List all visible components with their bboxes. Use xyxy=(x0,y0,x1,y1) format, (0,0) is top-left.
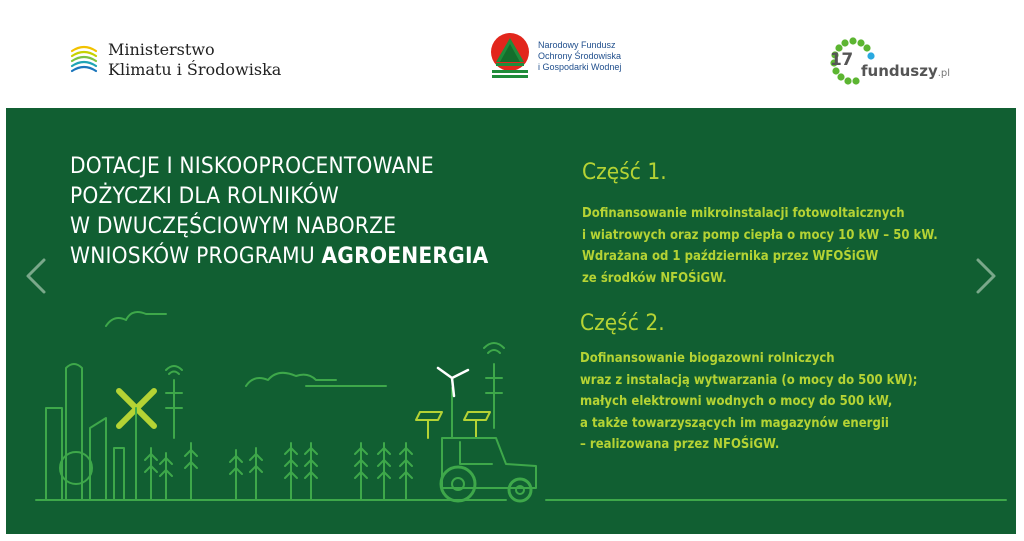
headline-line2: POŻYCZKI DLA ROLNIKÓW xyxy=(70,184,339,209)
headline-line3: W DWUCZĘŚCIOWYM NABORZE xyxy=(70,214,397,239)
funduszy-number: 17 xyxy=(830,50,853,70)
banner-headline xyxy=(70,152,512,272)
cloud-icon xyxy=(106,312,166,326)
wheat-icon xyxy=(145,443,412,500)
tractor-icon xyxy=(441,438,536,501)
nfosigw-name-line3: i Gospodarki Wodnej xyxy=(538,61,622,72)
header xyxy=(0,0,1024,108)
ministry-logo[interactable] xyxy=(68,40,281,80)
headline-program-name: AGROENERGIA xyxy=(321,244,489,269)
headline-line4 xyxy=(70,242,512,272)
headline-line4-prefix: WNIOSKÓW PROGRAMU xyxy=(70,244,322,269)
chevron-right-icon[interactable] xyxy=(974,256,998,296)
wifi-icon xyxy=(166,366,182,374)
ministry-emblem-icon xyxy=(68,41,100,79)
part1-description: Dofinansowanie mikroinstalacji fotowoltaicznych i wiatrowych oraz pomp ciepła o mocy 10 kW – 50 kW. Wdrażana od 1 października przez WFOŚiGW ze środków NFOŚiGW. xyxy=(582,206,938,286)
ministry-name-line1: Ministerstwo xyxy=(108,40,215,59)
wifi-icon xyxy=(484,343,504,353)
agroenergia-banner[interactable] xyxy=(6,108,1016,534)
factory-icon xyxy=(46,408,62,500)
chevron-left-icon[interactable] xyxy=(24,256,48,296)
part2-description: Dofinansowanie biogazowni rolniczych wraz z instalacją wytwarzania (o mocy do 500 kW); małych elektrowni wodnych o mocy do 500 kW, a także towarzyszących im magazynów energii – realizowana przez NFOŚiGW. xyxy=(580,351,918,452)
nfosigw-logo[interactable] xyxy=(488,32,621,80)
part2-title: Część 2. xyxy=(580,311,665,336)
headline-line1: DOTACJE I NISKOOPROCENTOWANE xyxy=(70,154,434,179)
ministry-name-line2: Klimatu i Środowiska xyxy=(108,60,282,79)
funduszy-word-main: funduszy xyxy=(861,62,938,80)
funduszy-word xyxy=(861,62,950,80)
wind-turbine-icon xyxy=(438,368,468,438)
funduszy-suffix: .pl xyxy=(937,68,951,79)
nfosigw-name-line1: Narodowy Fundusz xyxy=(538,39,616,50)
nfosigw-emblem-icon xyxy=(488,32,532,80)
ministry-name xyxy=(108,40,281,80)
nfosigw-name xyxy=(538,40,621,73)
nfosigw-name-line2: Ochrony Środowiska xyxy=(538,50,622,61)
funduszy-logo[interactable] xyxy=(828,36,958,86)
cloud-icon xyxy=(246,373,336,386)
part1-title: Część 1. xyxy=(582,160,667,185)
